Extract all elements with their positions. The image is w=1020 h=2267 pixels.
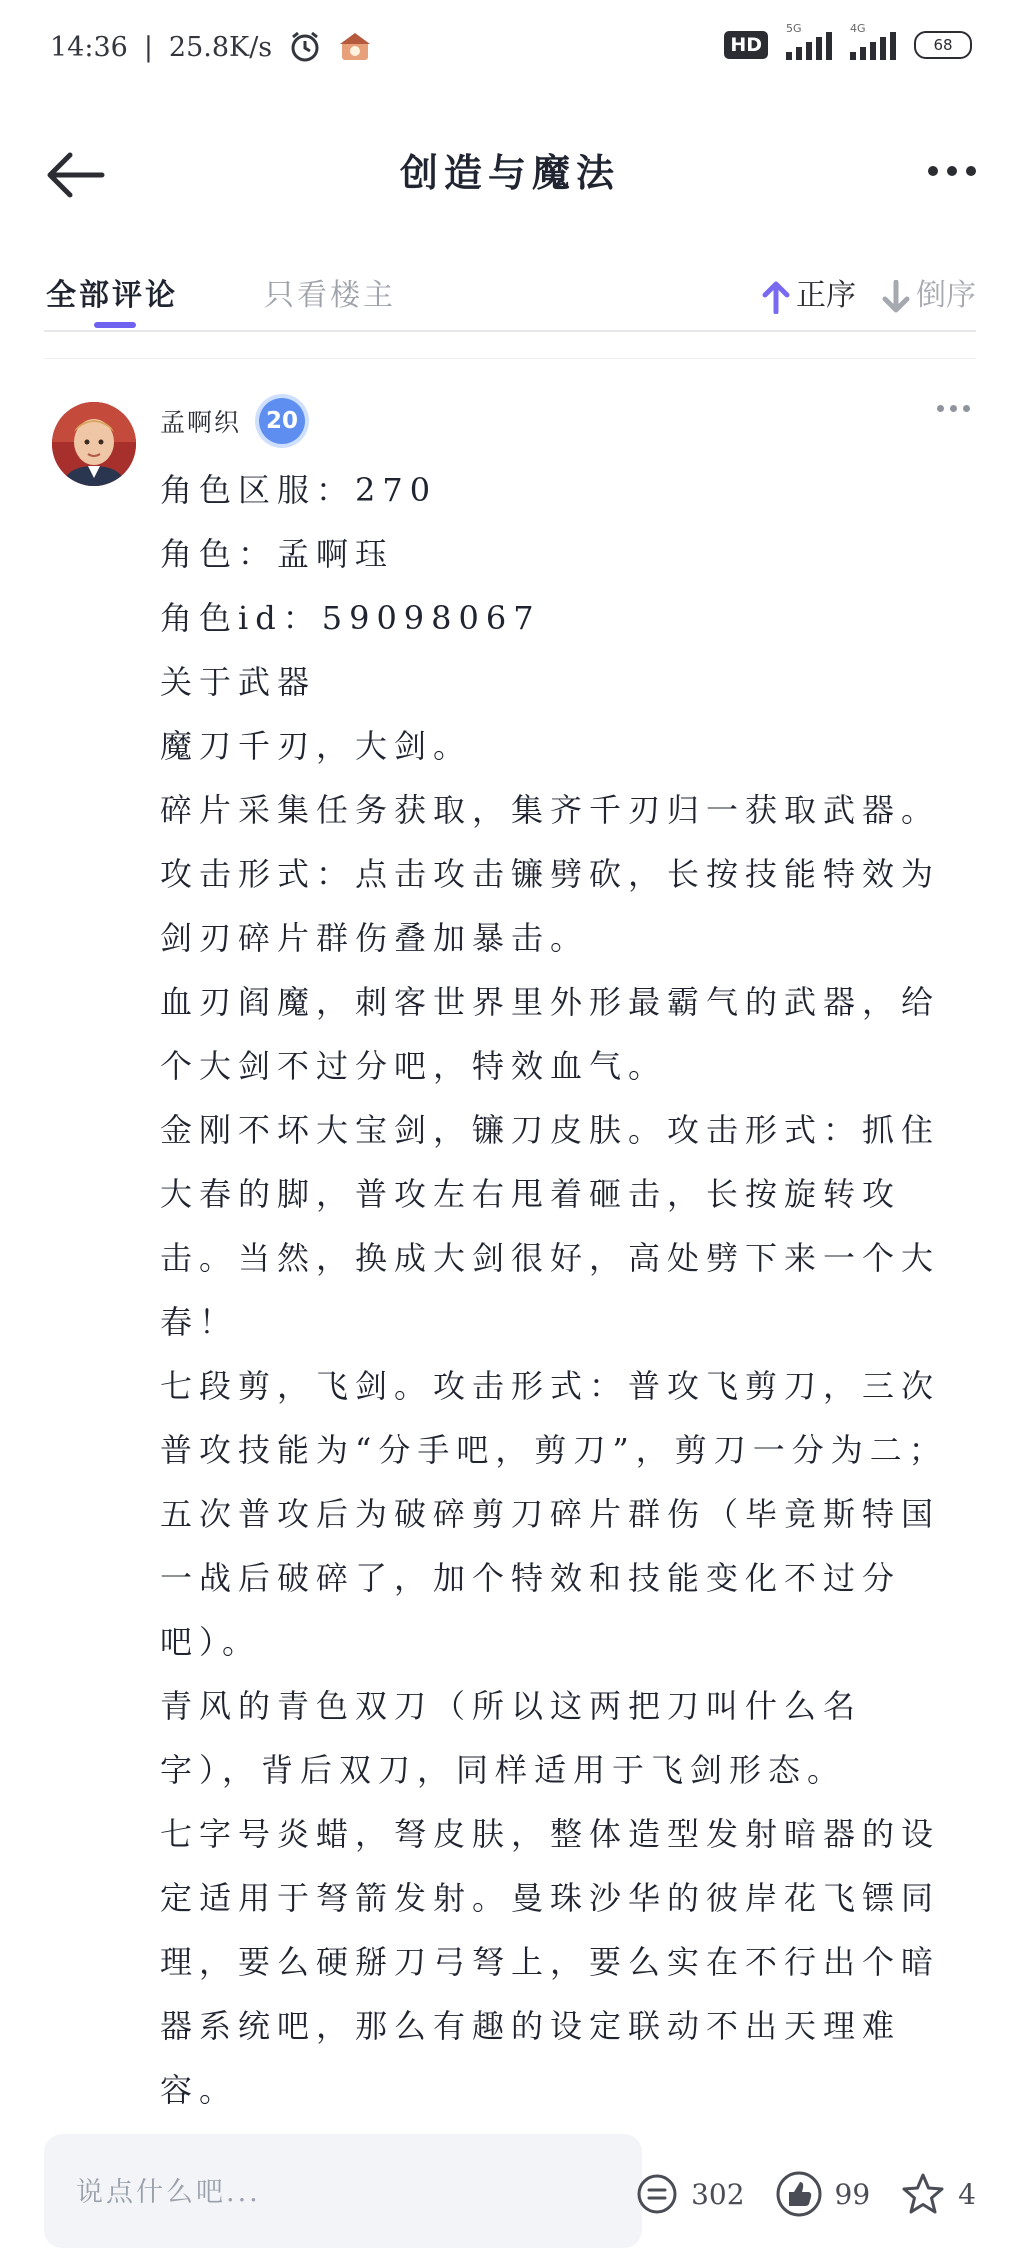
avatar[interactable] (52, 402, 136, 486)
post-line: 青风的青色双刀（所以这两把刀叫什么名字），背后双刀，同样适用于飞剑形态。 (160, 1687, 863, 1789)
star-count: 4 (958, 2177, 976, 2211)
status-speed: 25.8K/s (168, 31, 273, 63)
avatar-image (52, 402, 136, 486)
post-line: 七段剪，飞剑。攻击形式：普攻飞剪刀，三次普攻技能为“分手吧，剪刀”，剪刀一分为二；五次普攻后为破碎剪刀碎片群伤（毕竟斯特国一战后破碎了，加个特效和技能变化不过分吧）。 (160, 1367, 948, 1661)
username[interactable]: 孟啊织 (160, 408, 242, 437)
tab-all-comments-label: 全部评论 (46, 278, 178, 313)
alarm-icon (288, 30, 322, 64)
tab-active-indicator (94, 322, 136, 328)
app-notification-icon (338, 30, 372, 64)
sort-desc-button[interactable] (882, 270, 976, 314)
sort-desc-label: 倒序 (916, 278, 976, 313)
comment-placeholder: 说点什么吧... (76, 2177, 261, 2208)
post-more-icon[interactable] (937, 405, 970, 412)
post-actions (635, 2170, 976, 2218)
sort-asc-button[interactable] (762, 270, 856, 314)
thumbs-up-icon (775, 2170, 823, 2218)
hd-badge: HD (724, 31, 768, 59)
status-right (724, 22, 972, 60)
status-left (50, 30, 372, 64)
post-line: 魔刀千刃，大剑。 (160, 727, 473, 765)
comment-input[interactable] (44, 2134, 642, 2248)
status-bar (0, 0, 1020, 96)
arrow-up-icon (762, 280, 790, 314)
battery-icon (914, 31, 972, 59)
page-title: 创造与魔法 (399, 150, 620, 195)
arrow-down-icon (882, 280, 910, 314)
user-info (160, 398, 305, 444)
post-content (160, 458, 960, 2122)
tab-op-only[interactable] (264, 270, 396, 314)
post-line: 关于武器 (160, 663, 317, 701)
more-options-icon[interactable] (928, 166, 976, 176)
like-button[interactable] (775, 2170, 871, 2218)
post-line: 碎片采集任务获取，集齐千刃归一获取武器。攻击形式：点击攻击镰劈砍，长按技能特效为剑刃碎片群伤叠加暴击。 (160, 791, 941, 957)
post-line: 角色区服：270 (160, 471, 438, 509)
status-time: 14:36 (50, 31, 128, 63)
post-line: 角色：孟啊珏 (160, 535, 395, 573)
sort-asc-label: 正序 (796, 278, 856, 313)
comment-icon (635, 2172, 679, 2216)
signal-5g-icon: 5G (786, 30, 832, 60)
post-line: 角色id：59098067 (160, 599, 541, 637)
signal-4g-icon: 4G (850, 30, 896, 60)
bottom-action-bar (0, 2130, 1020, 2267)
section-divider (44, 358, 976, 359)
battery-level: 68 (933, 36, 953, 54)
comment-count: 302 (691, 2177, 745, 2211)
comment-tabs (0, 260, 1020, 340)
favorite-button[interactable] (900, 2171, 976, 2217)
user-level-badge: 20 (259, 398, 305, 444)
star-icon (900, 2171, 946, 2217)
status-separator: | (143, 31, 153, 63)
top-nav (0, 120, 1020, 230)
post-line: 金刚不坏大宝剑，镰刀皮肤。攻击形式：抓住大春的脚，普攻左右甩着砸击，长按旋转攻击。当然，换成大剑很好，高处劈下来一个大春！ (160, 1111, 941, 1341)
like-count: 99 (834, 2177, 871, 2211)
tab-all-comments[interactable] (46, 270, 178, 314)
comment-button[interactable] (635, 2172, 744, 2216)
tab-op-only-label: 只看楼主 (264, 278, 396, 313)
tabs-divider (44, 330, 976, 332)
sort-controls (762, 270, 976, 314)
post-line: 七字号炎蜡，弩皮肤，整体造型发射暗器的设定适用于弩箭发射。曼珠沙华的彼岸花飞镖同理，要么硬掰刀弓弩上，要么实在不行出个暗器系统吧，那么有趣的设定联动不出天理难容。 (160, 1815, 941, 2109)
post-line: 血刃阎魔，刺客世界里外形最霸气的武器，给个大剑不过分吧，特效血气。 (160, 983, 941, 1085)
